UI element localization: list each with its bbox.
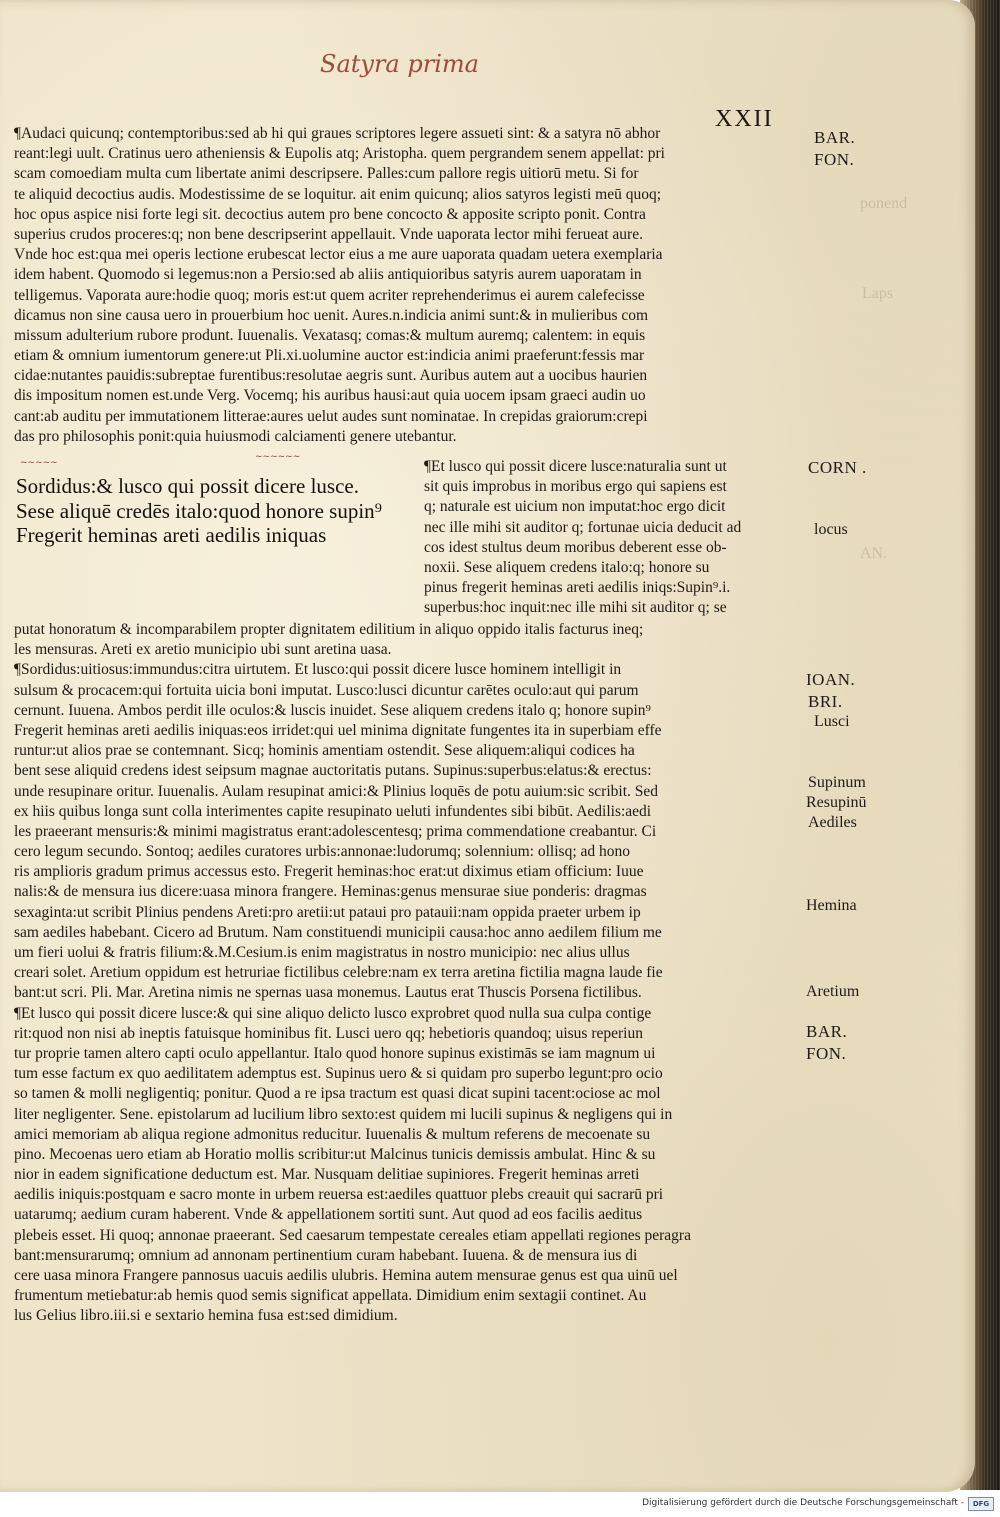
commentary-line: cant:ab auditu per immutationem litterae:aures uelut audes sunt nominatae. In crepidas graiorum:crepi — [14, 407, 648, 425]
verse-line: Sese aliquē credēs italo:quod honore supin⁹ — [16, 498, 382, 523]
commentary-line: bant:mensurarumq; omnium ad annonam pertinentium curam habebant. Iuuena. & de mensura ius di — [14, 1246, 638, 1264]
commentary-line: plebeis esset. Hi quoq; annonae praeerant. Sed caesarum tempestate cereales etiam appellati regiones peragra — [14, 1226, 691, 1244]
commentary-line: ris amplioris gradum primus accessus esto. Fregerit heminas:hoc erat:ut diximus etiam officium: Iuue — [14, 863, 644, 881]
commentary-line: etiam & omnium iumentorum genere:ut Pli.xi.uolumine auctor est:indicia animi praeferunt:fessis mar — [14, 347, 645, 365]
commentary-line: cidae:nutantes pauidis:subreptae furentibus:resolutae aegris sunt. Auribus autem aut a uocibus haurien — [14, 367, 648, 385]
commentary-line: sexaginta:ut scribit Plinius pendens Areti:pro aretii:ut pataui pro patauii:nam oppida praeter urbem ip — [14, 903, 641, 921]
verse-line: Fregerit heminas areti aedilis iniquas — [16, 523, 327, 547]
commentary-line: putat honoratum & incomparabilem propter dignitatem edilitium in aliquo oppido italis facturus ineq; — [14, 621, 644, 638]
commentary-line: das pro philosophis ponit:quia huiusmodi calciamenti genere utebantur. — [14, 427, 457, 445]
handwritten-title: Satyra prima — [320, 50, 479, 78]
interlinear-annotation: ~~~~~ — [20, 458, 58, 468]
commentary-right — [424, 457, 804, 619]
commentary-line: cernunt. Iuuena. Ambos perdit ille oculos:& luscis inuidet. Sese aliquem credens italo q; honore supin⁹ — [14, 701, 651, 719]
margin-note: CORN . — [808, 458, 867, 477]
bleed-through: ponend — [860, 195, 908, 212]
commentary-line: te aliquid decoctius audis. Modestissime de se loquitur. ait enim quicunq; alios satyros legisti meū quoq; — [14, 185, 662, 203]
margin-note: locus — [814, 521, 848, 538]
commentary-top — [14, 124, 799, 447]
commentary-line: nalis:& de mensura ius dicere:uasa minora frangere. Heminas:genus mensurae siue ponderis: dragmas — [14, 883, 647, 901]
commentary-line: cos idest stultus deum moribus deberent esse ob- — [424, 538, 727, 556]
margin-note: BRI. — [808, 692, 843, 711]
commentary-line: ex hiis quibus longa sunt colla interimentes capite resupinato ueluti infundentes sibi bibūt. Aedilis:aedi — [14, 802, 652, 820]
bleed-through: Laps — [862, 285, 894, 302]
commentary-line: bent sese aliquid credens idest seipsum magnae auctoritatis putans. Supinus:superbus:elatus:& erectus: — [14, 762, 652, 780]
verse-lemma — [16, 474, 416, 548]
commentary-line: reant:legi uult. Cratinus uero atheniensis & Eupolis atq; Aristopha. quem pergrandem senem appellat: pri — [14, 145, 665, 163]
commentary-line: tur proprie tamen altero capti oculo appellantur. Italo quod honore supinus existimās se iam magnum ui — [14, 1044, 656, 1062]
commentary-line: nior in eadem significatione deductum est. Mar. Nusquam delitiae supiniores. Fregerit heminas arreti — [14, 1166, 640, 1184]
commentary-line: superius crudos proceres:q; non bene descripserint appellauit. Vnde uaporata lector mihi ferueat aure. — [14, 225, 643, 243]
commentary-line: unde resupinare oritur. Iuuenalis. Aulam resupinat amici:& Plinius loquēs de potu auium:sic scribit. Sed — [14, 782, 658, 800]
commentary-line: Vnde hoc est:qua mei operis lectione erubescat lector eius a me aure uaporata quadam uetera exemplaria — [14, 246, 663, 264]
margin-note: BAR. — [806, 1022, 848, 1041]
commentary-line: amici memoriam ab aliqua regione admonitus reducitur. Iuuenalis & multum referens de mecoenate su — [14, 1125, 651, 1143]
margin-note: Aediles — [808, 814, 857, 831]
commentary-line: ¶Et lusco qui possit dicere lusce:& qui sine aliquo delicto lusco exprobret quod nulla sua culpa contige — [14, 1004, 652, 1022]
verse-line: Sordidus:& lusco qui possit dicere lusce. — [16, 474, 359, 498]
commentary-line: Fregerit heminas areti aedilis iniquas:eos irridet:qui uel minima dignitate fungentes ita in superbiam effe — [14, 721, 662, 739]
footer — [0, 1492, 1000, 1517]
commentary-line: frumentum metiebatur:ab hemis quod semis significat appellata. Dimidium enim sextagii continet. Au — [14, 1287, 647, 1305]
commentary-line: liter negligenter. Sene. epistolarum ad lucilium libro sexto:est quidem mi lucili supinus & negligens qui in — [14, 1105, 673, 1123]
commentary-line: ¶Audaci quicunq; contemptoribus:sed ab hi qui graues scriptores legere assueti sint: & a satyra nō abhor — [14, 125, 661, 142]
commentary-line: creari solet. Aretium oppidum est hetruriae fictilibus celebre:nam ex terra aretina fictilia magna laude fie — [14, 964, 663, 982]
margin-note: Resupinū — [806, 794, 867, 811]
commentary-line: idem habent. Quomodo si legemus:non a Persio:sed ab aliis antiquioribus satyris aurem uaporatam in — [14, 266, 642, 284]
margin-note: BAR. — [814, 128, 856, 147]
bleed-through: AN. — [860, 545, 888, 562]
commentary-line: so tamen & molli negligentiq; ponitur. Quod a re ipsa tractum est quasi dicat supini tacent:ociose ac mol — [14, 1085, 661, 1103]
commentary-line: scam comoediam multa cum libertate animi descripsere. Palles:cum pallore regis uitiorū metu. Si for — [14, 165, 639, 183]
commentary-line: telligemus. Vaporata aure:hodie quoq; moris est:ut quem acriter reprehenderimus ei aurem calefecisse — [14, 286, 645, 304]
commentary-line: runtur:ut alios prae se contemnant. Sicq; hominis amentiam ostendit. Sese aliquem:aliqui codices ha — [14, 742, 635, 760]
commentary-line: nec ille mihi sit auditor q; fortunae uicia deducit ad — [424, 518, 742, 536]
commentary-line: cere uasa minora Frangere pannosus uacuis aedilis ulubris. Hemina autem mensurae genus est qua uinū uel — [14, 1267, 678, 1284]
margin-note: Aretium — [806, 983, 860, 1000]
commentary-bottom — [14, 620, 799, 1327]
commentary-line: dicamus non sine causa uero in prouerbium hoc uenit. Aures.n.indicia animi sunt:& in mulieribus com — [14, 306, 649, 324]
commentary-line: q; naturale est uicium non imputat:hoc ergo dicit — [424, 498, 726, 516]
commentary-line: sit quis improbus in moribus ergo qui sapiens est — [424, 478, 727, 496]
interlinear-annotation: ~~~~~~ — [255, 452, 301, 462]
commentary-line: bant:ut scri. Pli. Mar. Aretina nimis ne spernas uasa monemus. Lautus erat Thuscis Porsena fictilibus. — [14, 984, 642, 1002]
commentary-line: les mensuras. Areti ex aretio municipio ubi sunt aretina uasa. — [14, 641, 392, 659]
margin-note: Lusci — [814, 713, 850, 730]
commentary-line: sulsum & procacem:qui fortuita uicia boni imputat. Lusco:lusci dicuntur carētes oculo:aut qui parum — [14, 681, 639, 699]
margin-note: Supinum — [808, 774, 866, 791]
commentary-line: aedilis iniquis:postquam e sacro monte in urbem reuersa est:aediles quattuor plebs creauit qui sacrarū pri — [14, 1186, 664, 1204]
commentary-line: missum adulterium rubore produnt. Iuuenalis. Vexatasq; comas:& multum auremq; calentem: in equis — [14, 326, 646, 344]
folio-number: XXII — [715, 106, 774, 132]
commentary-line: ¶Et lusco qui possit dicere lusce:naturalia sunt ut — [424, 458, 727, 475]
commentary-line: dis impositum nomen est.unde Verg. Vocemq; his auribus hausi:aut quia uocem ipsam graeci audin uo — [14, 387, 646, 405]
margin-note: FON. — [806, 1044, 847, 1063]
commentary-line: hoc opus aspice nisi forte legi sit. decoctius autem pro bene concocto & apposite scripto ponit. Contra — [14, 205, 646, 223]
dfg-logo: DFG — [968, 1497, 994, 1511]
commentary-line: noxii. Sese aliquem credens italo:q; honore su — [424, 558, 710, 576]
commentary-line: pino. Mecoenas uero etiam ab Horatio mollis scribitur:ut Malcinus tunicis demissis ambulat. Hinc & su — [14, 1145, 656, 1163]
commentary-line: um fieri uolui & fratris filium:&.M.Cesium.is enim magistratus in nostro municipio: nec alius ullus — [14, 944, 630, 961]
footer-credit: Digitalisierung gefördert durch die Deutsche Forschungsgemeinschaft - — [642, 1498, 964, 1508]
commentary-line: ¶Sordidus:uitiosus:immundus:citra uirtutem. Et lusco:qui possit dicere lusce hominem intelligit in — [14, 661, 622, 679]
commentary-line: tum esse factum ex quo aedilitatem ademptus est. Supinus uero & si quidam pro superbo legunt:pro ocio — [14, 1065, 663, 1083]
margin-note: FON. — [814, 150, 855, 169]
commentary-line: superbus:hoc inquit:nec ille mihi sit auditor q; se — [424, 599, 727, 617]
commentary-line: les praeerant mensuris:& minimi magistratus erant:adolescentesq; prima commendatione creabantur. Ci — [14, 822, 657, 840]
commentary-line: sam aediles habebant. Cicero ad Brutum. Nam constituendi municipii causa:hoc anno aedilem filium me — [14, 923, 662, 941]
margin-note: IOAN. — [806, 670, 856, 689]
margin-note: Hemina — [806, 897, 857, 914]
commentary-line: rit:quod non nisi ab ineptis fatuisque hominibus fit. Lusci uero qq; hebetioris quandoq; uisus reperiun — [14, 1024, 643, 1042]
commentary-line: pinus fregerit heminas areti aedilis iniqs:Supin⁹.i. — [424, 579, 731, 597]
commentary-line: uatarumq; aedium curam haberent. Vnde & appellationem sortiti sunt. Aut quod ad eos facilis aeditus — [14, 1206, 643, 1224]
commentary-line: lus Gelius libro.iii.si e sextario hemina fusa est:sed dimidium. — [14, 1307, 398, 1325]
commentary-line: cero legum secundo. Sontoq; aediles curatores urbis:annonae:ludorumq; solennium: ollisq; ad hono — [14, 843, 631, 861]
